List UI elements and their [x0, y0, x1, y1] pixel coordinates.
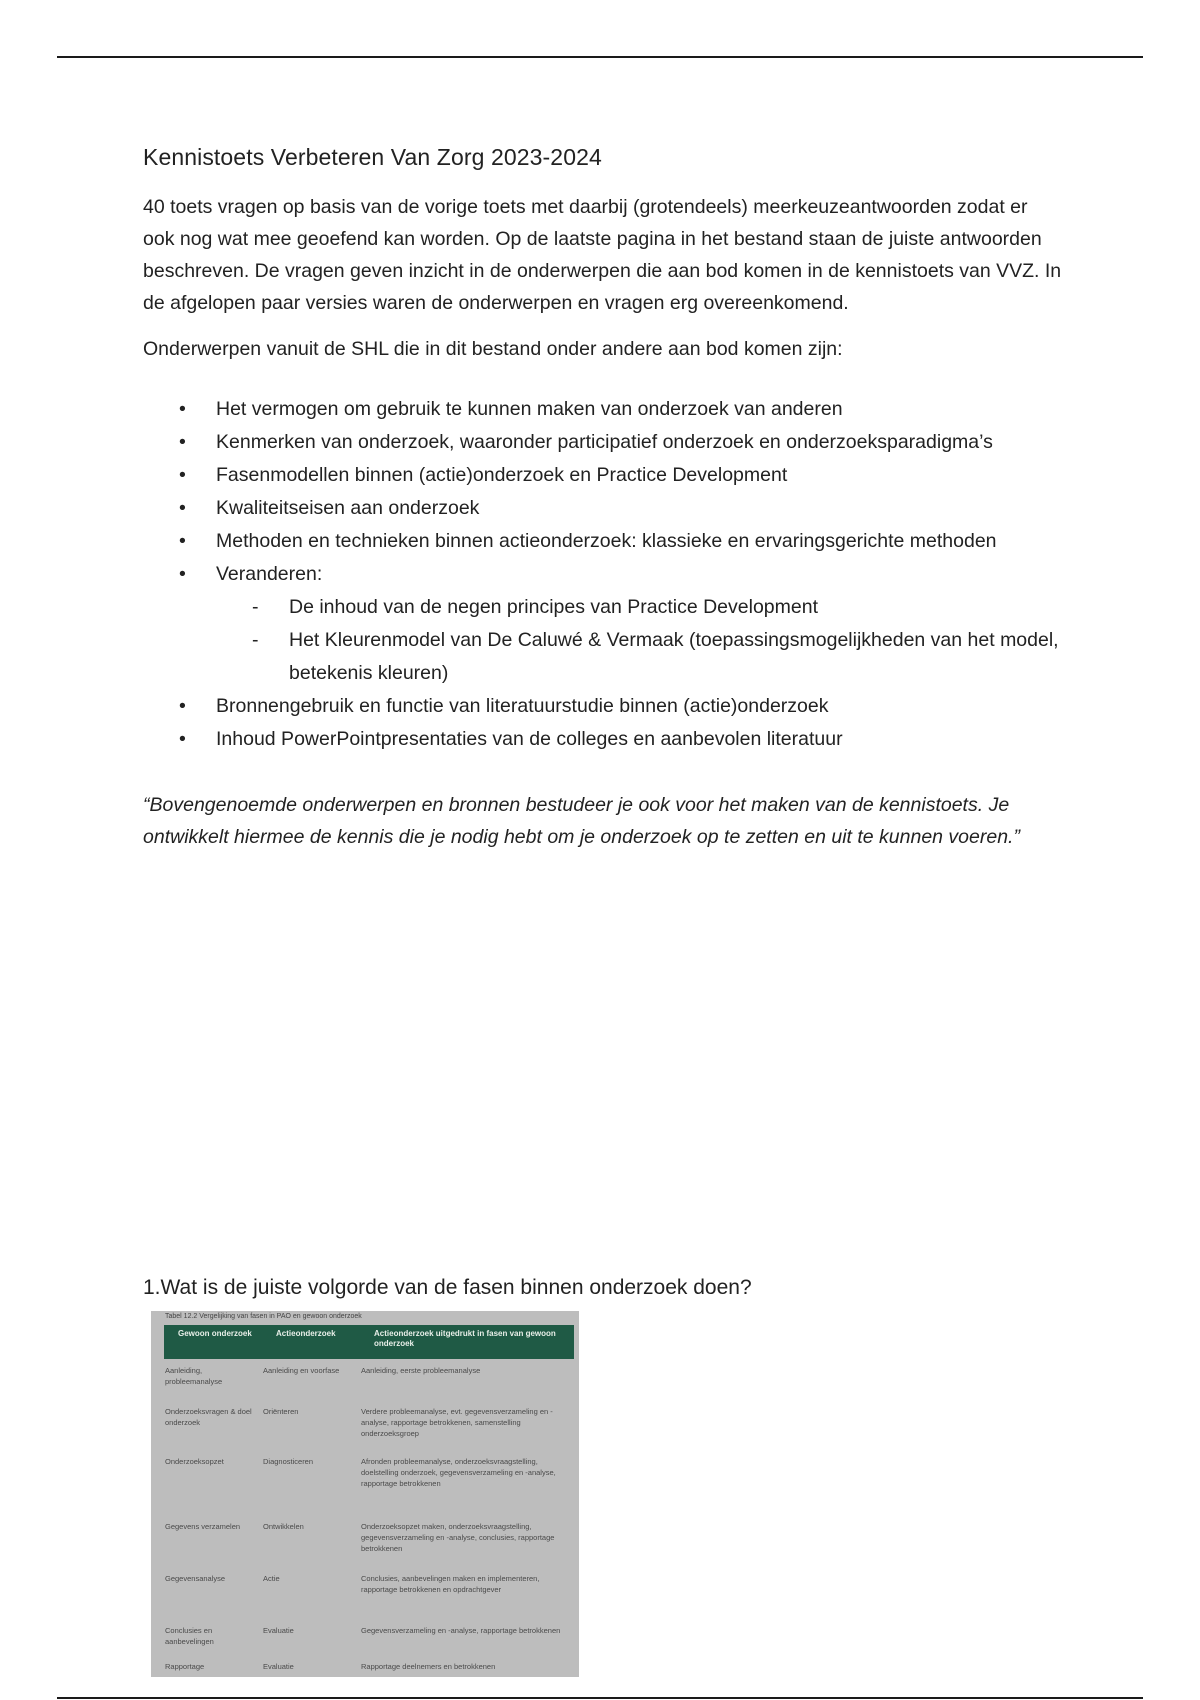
sub-list-item [216, 591, 1063, 624]
list-item [143, 426, 1063, 459]
list-item [143, 492, 1063, 525]
list-item [143, 525, 1063, 558]
list-item-text: Veranderen: [216, 563, 323, 585]
sub-list-item [216, 624, 1063, 690]
table-image [151, 1311, 579, 1677]
table-caption: Tabel 12.2 Vergelijking van fasen in PAO en gewoon onderzoek [165, 1313, 362, 1320]
list-item-text: Kenmerken van onderzoek, waaronder participatief onderzoek en onderzoeksparadigma’s [216, 431, 993, 453]
table-header-cell: Actieonderzoek [276, 1329, 336, 1338]
footer-rule [57, 1697, 1143, 1699]
table-cell: Aanleiding en voorfase [263, 1366, 340, 1375]
table-cell: Aanleiding, eerste probleemanalyse [361, 1366, 481, 1375]
bullet-icon: • [179, 431, 186, 453]
bullet-icon: • [179, 398, 186, 420]
bullet-icon: • [179, 695, 186, 717]
bullet-icon: • [179, 530, 186, 552]
table-cell: Aanleiding, probleemanalyse [165, 1366, 223, 1386]
list-item-text: Inhoud PowerPointpresentaties van de colleges en aanbevolen literatuur [216, 728, 843, 750]
dash-icon: - [252, 629, 259, 651]
table-cell: Evaluatie [263, 1626, 294, 1635]
document-title: Kennistoets Verbeteren Van Zorg 2023-2024 [143, 144, 602, 170]
table-cell: Actie [263, 1574, 280, 1583]
bullet-icon: • [179, 497, 186, 519]
sub-list-item-text: De inhoud van de negen principes van Practice Development [289, 596, 818, 618]
table-cell: Evaluatie [263, 1662, 294, 1671]
table-cell: Onderzoeksvragen & doel onderzoek [165, 1407, 252, 1427]
table-header-cell: Gewoon onderzoek [178, 1329, 252, 1338]
list-item [143, 558, 1063, 690]
document-body [143, 144, 1063, 853]
list-item-text: Methoden en technieken binnen actieonderzoek: klassieke en ervaringsgerichte methoden [216, 530, 997, 552]
list-item-text: Kwaliteitseisen aan onderzoek [216, 497, 480, 519]
table-cell: Conclusies, aanbevelingen maken en implementeren, rapportage betrokkenen en opdrachtgever [361, 1574, 540, 1594]
quote-paragraph: “Bovengenoemde onderwerpen en bronnen bestudeer je ook voor het maken van de kennistoets. Je ontwikkelt hiermee de kennis die je nodig hebt om je onderzoek op te zetten en uit te kunnen voeren.” [143, 794, 1020, 848]
bullet-icon: • [179, 563, 186, 585]
table-cell: Rapportage deelnemers en betrokkenen [361, 1662, 496, 1671]
list-item [143, 459, 1063, 492]
table-cell: Gegevens verzamelen [165, 1522, 241, 1531]
table-cell: Onderzoeksopzet [165, 1457, 224, 1466]
table-cell: Conclusies en aanbevelingen [165, 1626, 214, 1646]
table-cell: Gegevensanalyse [165, 1574, 226, 1583]
list-item [143, 393, 1063, 426]
sub-topic-list [216, 591, 1063, 690]
topics-intro: Onderwerpen vanuit de SHL die in dit bestand onder andere aan bod komen zijn: [143, 338, 843, 360]
bullet-icon: • [179, 728, 186, 750]
table-cell: Rapportage [165, 1662, 205, 1671]
table-cell: Gegevensverzameling en -analyse, rapportage betrokkenen [361, 1626, 561, 1635]
list-item-text: Het vermogen om gebruik te kunnen maken van onderzoek van anderen [216, 398, 843, 420]
intro-paragraph: 40 toets vragen op basis van de vorige toets met daarbij (grotendeels) meerkeuzeantwoorden zodat er ook nog wat mee geoefend kan worden. Op de laatste pagina in het bestand staan de juiste antwoorden beschreven. De vragen geven inzicht in de onderwerpen die aan bod komen in de kennistoets van VVZ. In de afgelopen paar versies waren de onderwerpen en vragen erg overeenkomend. [143, 196, 1062, 314]
table-cell: Onderzoeksopzet maken, onderzoeksvraagstelling, gegevensverzameling en -analyse, conclusies, rapportage betrokkenen [361, 1522, 555, 1553]
list-item [143, 723, 1063, 756]
table-header-cell: Actieonderzoek uitgedrukt in fasen van gewoon onderzoek [374, 1329, 556, 1348]
list-item-text: Bronnengebruik en functie van literatuurstudie binnen (actie)onderzoek [216, 695, 829, 717]
bullet-icon: • [179, 464, 186, 486]
dash-icon: - [252, 596, 259, 618]
topic-list [143, 393, 1063, 756]
list-item [143, 690, 1063, 723]
table-cell: Diagnosticeren [263, 1457, 314, 1466]
header-rule [57, 56, 1143, 58]
list-item-text: Fasenmodellen binnen (actie)onderzoek en Practice Development [216, 464, 788, 486]
table-header [164, 1325, 574, 1359]
table-cell: Afronden probleemanalyse, onderzoeksvraagstelling, doelstelling onderzoek, gegevensverzameling en -analyse, rapportage betrokkenen [361, 1457, 556, 1488]
table-cell: Verdere probleemanalyse, evt. gegevensverzameling en -analyse, rapportage betrokkenen, samenstelling onderzoeksgroep [361, 1407, 553, 1438]
sub-list-item-text: Het Kleurenmodel van De Caluwé & Vermaak (toepassingsmogelijkheden van het model, betekenis kleuren) [289, 629, 1059, 684]
table-cell: Oriënteren [263, 1407, 299, 1416]
table-cell: Ontwikkelen [263, 1522, 304, 1531]
question-1: 1.Wat is de juiste volgorde van de fasen binnen onderzoek doen? [143, 1276, 752, 1299]
